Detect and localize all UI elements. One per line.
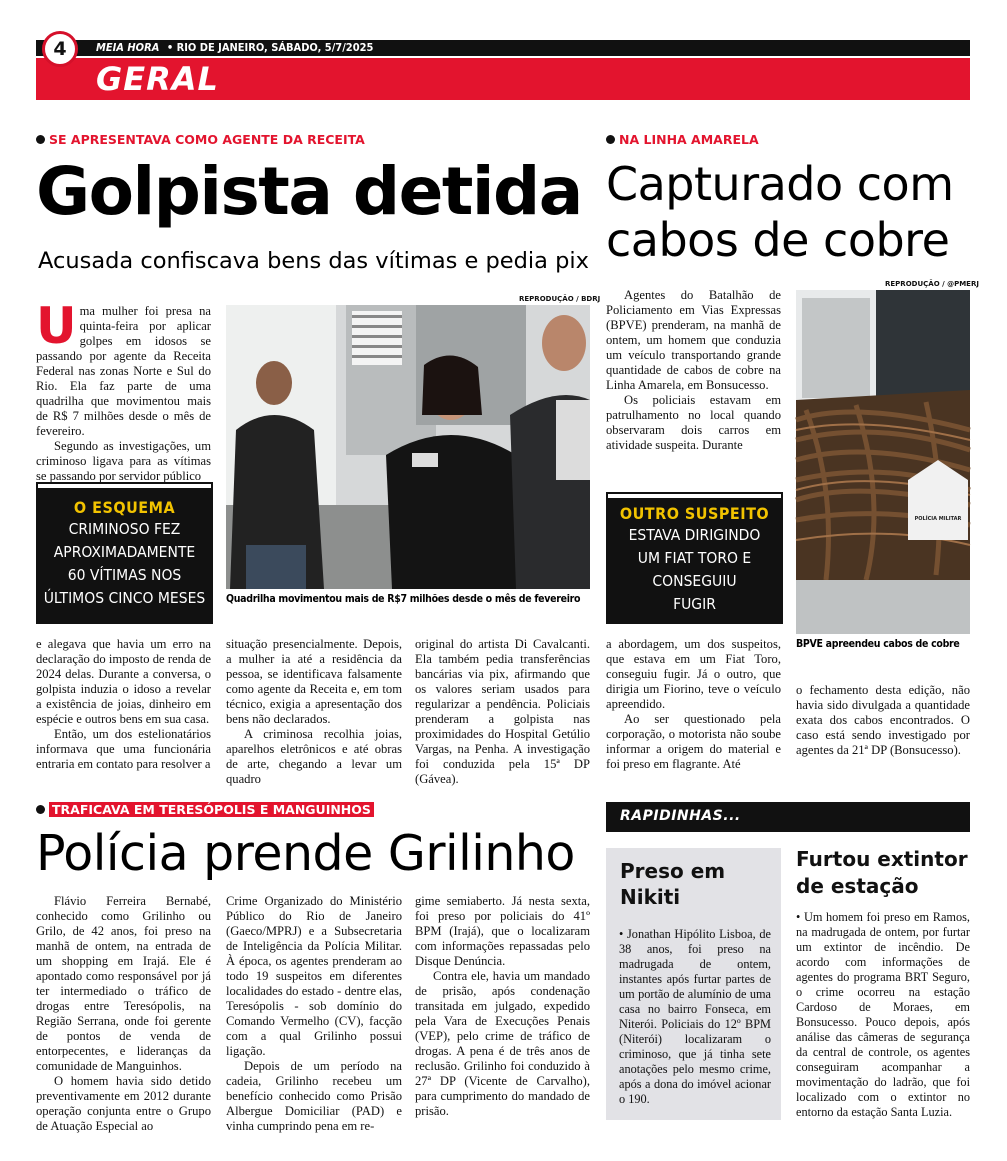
publication-line	[96, 40, 373, 56]
story2-photo-caption: BPVE apreendeu cabos de cobre	[796, 638, 960, 650]
story1-paragraph: situação presencialmente. Depois, a mulher ia até a residência da pessoa, se identificava falsamente como agente da Receita e, em tom técnico, exigia a apresentação dos bens não declarados.	[226, 637, 402, 726]
section-title: GERAL	[96, 60, 219, 98]
story2-factbox	[608, 494, 781, 622]
story2-column1-top	[606, 288, 781, 474]
story3-column3	[415, 894, 590, 1119]
factbox-line: UM FIAT TORO E	[637, 549, 752, 567]
factbox-heading: O ESQUEMA	[73, 498, 176, 517]
rapidinhas-item1-text: • Jonathan Hipólito Lisboa, de 38 anos, foi preso na madrugada de ontem, instantes após furtar partes de um portão de alumínio de uma casa no bairro Fonseca, em Niterói. Policiais do 12º BPM (Niterói) localizaram o criminoso, que já tinha sete anotações pelo mesmo crime, após a dona do imóvel acionar o 190.	[619, 927, 771, 1106]
story1-kicker: SE APRESENTAVA COMO AGENTE DA RECEITA	[36, 132, 365, 148]
story2-photo	[796, 290, 970, 634]
story1-column1-bottom	[36, 637, 211, 772]
story3-paragraph: gime semiaberto. Já nesta sexta, foi preso por policiais do 41º BPM (Irajá), que o localizaram com informações repassadas pelo Disque Denúncia.	[415, 894, 590, 968]
story3-paragraph: Contra ele, havia um mandado de prisão, após condenação transitada em julgado, expedido pela Vara de Execuções Penais (VEP), pelo crime de tráfico de drogas. A pena é de três anos de reclusão. Grilinho foi conduzido à 27ª DP (Vicente de Carvalho), para cumprimento do mandado de prisão.	[415, 969, 590, 1118]
story2-paragraph: Os policiais estavam em patrulhamento no local quando observaram dois carros em atividade suspeita. Durante	[606, 393, 781, 452]
story3-headline: Polícia prende Grilinho	[36, 825, 575, 882]
story3-paragraph: Crime Organizado do Ministério Público do Rio de Janeiro (Gaeco/MPRJ) e a Subsecretaria de Inteligência da Polícia Militar. À época, os agentes prenderam ao todo 19 suspeitos em diferentes localidades do estado - dentre elas, Teresópolis - sob domínio do Comando Vermelho (CV), facção com a qual Grilinho possui ligação.	[226, 894, 402, 1058]
story2-paragraph: Agentes do Batalhão de Policiamento em Vias Expressas (BPVE) prenderam, na manhã de ontem, um homem que conduzia um veículo transportando grande quantidade de cabos de cobre na Linha Amarela, em Bonsucesso.	[606, 288, 781, 392]
factbox-line: 60 VÍTIMAS NOS	[67, 566, 182, 584]
factbox-line: APROXIMADAMENTE	[53, 543, 196, 561]
rapidinhas-item2-text: • Um homem foi preso em Ramos, na madrugada de ontem, por furtar um extintor de incêndio. De acordo com informações de agentes do programa BRT Seguro, o crime ocorreu na estação Cardoso de Moraes, em Bonsucesso. Pouco depois, após análise das câmeras de segurança da central de controle, os agentes conseguiram acompanhar a movimentação do ladrão, que foi localizado com o extintor no entorno da estação Santa Luzia.	[796, 910, 970, 1119]
story1-photo-credit: REPRODUÇÃO / BDRJ	[519, 295, 601, 303]
story2-paragraph: Ao ser questionado pela corporação, o motorista não soube informar a origem do material e foi preso em flagrante. Até	[606, 712, 781, 771]
factbox-line: ESTAVA DIRIGINDO	[628, 526, 761, 544]
story3-kicker: TRAFICAVA EM TERESÓPOLIS E MANGUINHOS	[36, 802, 374, 818]
story2-paragraph: a abordagem, um dos suspeitos, que estava em um Fiat Toro, conseguiu fugir. Já o outro, que dirigia um Fiorino, teve o veículo apreendido.	[606, 637, 781, 711]
story2-headline-line2: cabos de cobre	[606, 213, 950, 267]
story3-column1	[36, 894, 211, 1134]
story1-column1-top	[36, 297, 211, 483]
story2-column1-bottom	[606, 637, 781, 772]
factbox-line: FUGIR	[673, 595, 716, 613]
factbox-heading: OUTRO SUSPEITO	[619, 504, 770, 523]
story1-paragraph: original do artista Di Cavalcanti. Ela também pedia transferências bancárias via pix, afirmando que os valores seriam usados para regularizar a pendência. Policiais prenderam a golpista nas proximidades do Hospital Getúlio Vargas, na Penha. A investigação foi conduzida pela 15ª DP (Gávea).	[415, 637, 590, 786]
story1-paragraph: e alegava que havia um erro na declaração do imposto de renda de 2024 delas. Durante a conversa, o golpista induzia o idoso a revelar a existência de joias, dinheiro em espécie e outros bens em sua casa.	[36, 637, 211, 726]
police-badge-text: POLÍCIA MILITAR	[914, 516, 962, 522]
story1-subhead: Acusada confiscava bens das vítimas e pedia pix	[38, 248, 589, 274]
story1-headline: Golpista detida	[36, 153, 582, 230]
dateline: • RIO DE JANEIRO, SÁBADO, 5/7/2025	[166, 41, 374, 54]
story1-column3	[415, 637, 590, 787]
factbox-line: CONSEGUIU	[652, 572, 737, 590]
story2-paragraph: o fechamento desta edição, não havia sido divulgada a quantidade exata dos cabos encontrados. O caso está sendo investigado por agentes da 21ª DP (Bonsucesso).	[796, 683, 970, 757]
publication-name: MEIA HORA	[96, 41, 160, 54]
story2-column2	[796, 683, 970, 758]
story1-paragraph: Então, um dos estelionatários informava que uma funcionária entraria em contato para resolver a	[36, 727, 211, 771]
rapidinhas-title: RAPIDINHAS...	[620, 808, 741, 824]
story2-kicker: NA LINHA AMARELA	[606, 132, 759, 148]
factbox-line: ÚLTIMOS CINCO MESES	[43, 589, 206, 607]
rapidinhas-item2-headline-line1: Furtou extintor	[796, 847, 968, 871]
story3-paragraph: Depois de um período na cadeia, Grilinho recebeu um benefício conhecido como Prisão Albergue Domiciliar (PAD) e vinha cumprindo pena em re-	[226, 1059, 402, 1133]
story3-column2	[226, 894, 402, 1134]
dropcap: U	[36, 297, 77, 355]
story2-photo-credit: REPRODUÇÃO / @PMERJ	[885, 280, 979, 288]
story1-column2	[226, 637, 402, 787]
story1-photo-caption: Quadrilha movimentou mais de R$7 milhões desde o mês de fevereiro	[226, 593, 581, 605]
story3-paragraph: Flávio Ferreira Bernabé, conhecido como Grilinho ou Grilo, de 42 anos, foi preso na manhã de ontem, na entrada de um shopping em Irajá. Ele é apontado como responsável por já ter intermediado o tráfico de drogas entre Teresópolis, na Região Serrana, onde foi gerente de pontos de venda de entorpecentes, e lideranças da comunidade de Manguinhos.	[36, 894, 211, 1073]
story2-headline-line1: Capturado com	[606, 157, 954, 211]
story3-paragraph: O homem havia sido detido preventivamente em 2012 durante operação conjunta entre o Grupo de Atuação Especial ao	[36, 1074, 211, 1133]
story1-factbox	[38, 484, 211, 622]
story1-paragraph: A criminosa recolhia joias, aparelhos eletrônicos e até obras de arte, chegando a levar um quadro	[226, 727, 402, 786]
rapidinhas-item2-headline-line2: de estação	[796, 874, 919, 898]
story1-photo	[226, 305, 590, 589]
factbox-line: CRIMINOSO FEZ	[68, 520, 181, 538]
rapidinhas-item1-headline-line2: Nikiti	[620, 885, 681, 909]
page-number: 4	[42, 31, 78, 67]
rapidinhas-item1-headline-line1: Preso em	[620, 859, 726, 883]
story1-paragraph: Segundo as investigações, um criminoso ligava para as vítimas se passando por servidor público	[36, 439, 211, 483]
story1-lead-paragraph: ma mulher foi presa na quinta-feira por aplicar golpes em idosos se passando por agente da Receita Federal nas zonas Norte e Sul do Rio. Ela faz parte de uma quadrilha que movimentou mais de R$ 7 milhões desde o mês de fevereiro.	[36, 304, 211, 438]
